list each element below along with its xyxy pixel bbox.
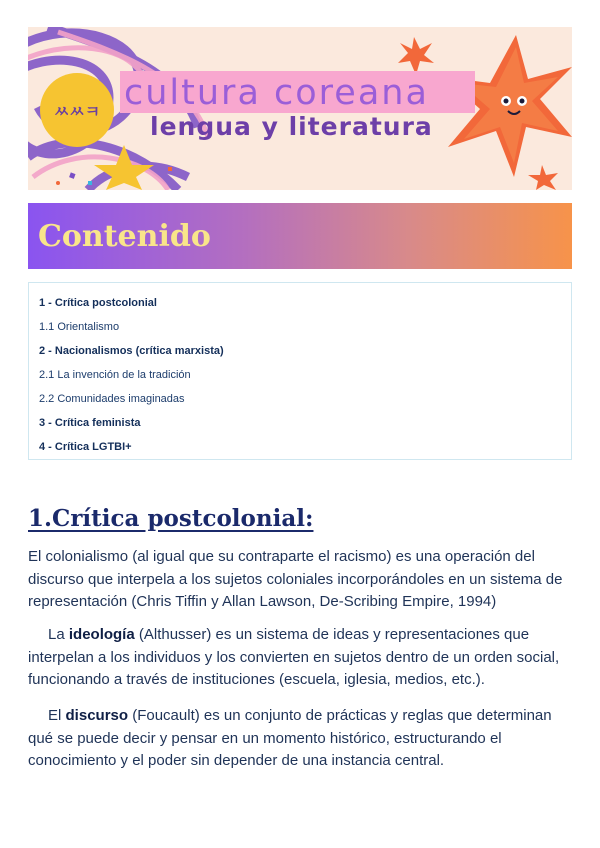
toc-item-2-1[interactable]: 2.1 La invención de la tradición [39, 369, 191, 381]
banner [28, 27, 572, 190]
term-discourse: discurso [65, 707, 129, 724]
toc-item-2[interactable]: 2 - Nacionalismos (crítica marxista) [39, 345, 224, 357]
term-ideology: ideología [68, 626, 135, 643]
paragraph-rest: (Foucault) es un conjunto de prácticas y reglas que determinan qué se puede decir y pensar en un momento histórico, estructurando el conocimiento y el poder sin depender de una instancia central. [28, 707, 552, 769]
paragraph-lead: El [48, 707, 66, 724]
small-star-icon [398, 37, 434, 75]
toc-item-1[interactable]: 1 - Crítica postcolonial [39, 297, 157, 309]
contents-header [28, 203, 572, 269]
table-of-contents [28, 282, 572, 460]
small-star-icon [528, 165, 558, 190]
paragraph-rest: (Althusser) es un sistema de ideas y representaciones que interpelan a los individuos y los convierten en sujetos dentro de un orden social, funcionando a través de instituciones (escuela, iglesia, medios, etc.). [28, 626, 560, 688]
logo-badge [40, 73, 114, 147]
section-title: 1.Crítica postcolonial: [28, 505, 314, 532]
paragraph-lead: La [48, 626, 69, 643]
contents-heading: Contenido [38, 218, 211, 254]
logo-text: ㅆㅆㅋ [53, 101, 101, 121]
toc-item-4[interactable]: 4 - Crítica LGTBI+ [39, 441, 132, 453]
yellow-star-icon [94, 145, 154, 190]
paragraph-colonialism: El colonialismo (al igual que su contraparte el racismo) es una operación del discurso que interpela a los sujetos coloniales incorporándoles en un sistema de representación (Chris Tiffin y Allan Lawson, De-Scribing Empire, 1994) [28, 548, 563, 610]
paragraph-discourse [28, 705, 572, 773]
paragraph-ideology [28, 624, 572, 692]
toc-item-2-2[interactable]: 2.2 Comunidades imaginadas [39, 393, 185, 405]
toc-item-1-1[interactable]: 1.1 Orientalismo [39, 321, 120, 333]
banner-title: cultura coreana [124, 73, 429, 113]
toc-item-3[interactable]: 3 - Crítica feminista [39, 417, 141, 429]
banner-subtitle: lengua y literatura [150, 112, 433, 141]
